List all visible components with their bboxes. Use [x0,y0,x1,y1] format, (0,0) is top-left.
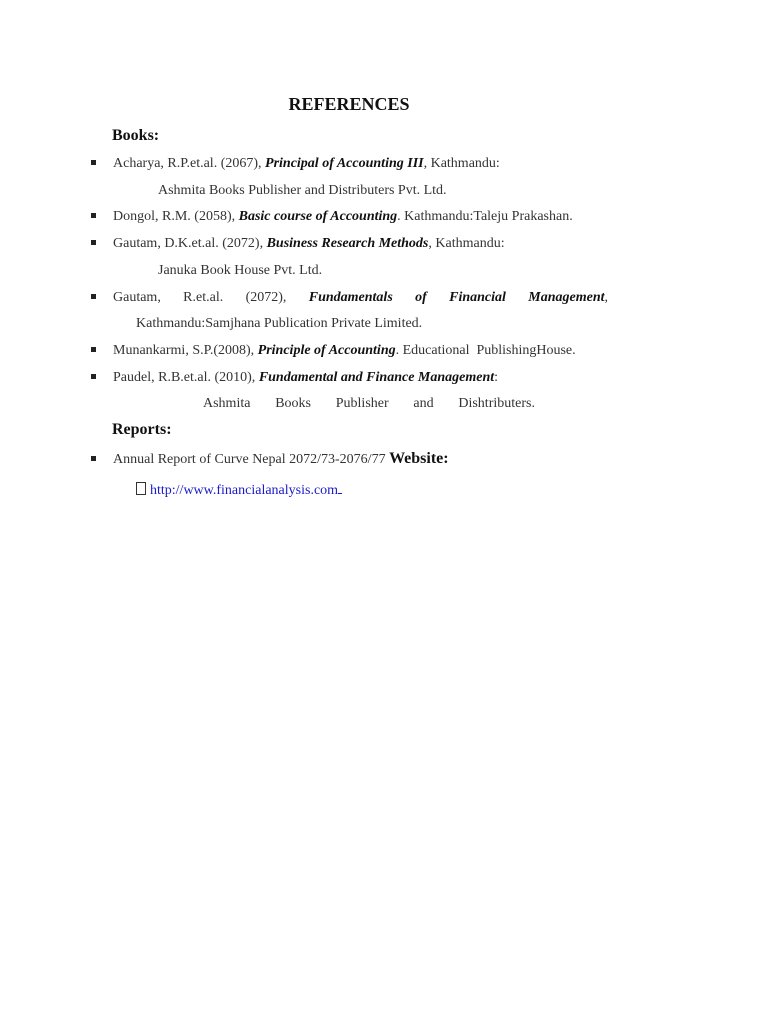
bullet-icon [91,240,96,245]
book-1-line-1 [113,155,500,172]
report-line [113,450,449,468]
book-1-publisher: Ashmita Books Publisher and Distributers Pvt. Ltd. [158,183,447,198]
book-4-title-word: of [415,290,427,305]
book-6-publisher-word: Books [275,396,311,411]
book-4-author-etal: R.et.al. [183,290,224,305]
reports-heading: Reports: [112,421,172,438]
books-heading: Books: [112,127,160,144]
book-6-publisher-word: Ashmita [203,396,251,411]
book-6-publisher-word: Publisher [335,396,389,411]
book-4-line-1 [113,289,608,306]
book-6-publisher [203,395,535,412]
report-text: Annual Report of Curve Nepal 2072/73-2076/77 [113,452,390,467]
book-4-year: (2072), [245,290,287,305]
bullet-icon [91,374,96,379]
book-4-comma: , [604,290,608,305]
book-1-author: Acharya, R.P.et.al. (2067), [113,156,266,171]
book-5-line-1 [113,342,576,359]
bullet-icon [91,160,96,165]
book-5-publisher: . Educational PublishingHouse. [395,343,576,358]
book-3-author: Gautam, D.K.et.al. (2072), [113,236,267,251]
book-4-title-word: Fundamentals [308,290,393,305]
link-underline [338,481,342,494]
book-6-title: Fundamental and Finance Management [258,370,495,385]
book-4-title-word: Financial [449,290,506,305]
book-4-title-word: Management [528,290,605,305]
website-label: Website: [389,450,449,467]
book-4-publisher: Kathmandu:Samjhana Publication Private Limited. [136,316,423,331]
book-2-title: Basic course of Accounting [238,209,398,224]
book-6-publisher-word: and [413,396,434,411]
bullet-icon [91,456,96,461]
book-6-line-1 [113,369,498,386]
book-5-author: Munankarmi, S.P.(2008), [113,343,258,358]
website-link[interactable]: http://www.financialanalysis.com [150,483,339,498]
book-2-author: Dongol, R.M. (2058), [113,209,239,224]
book-4-author: Gautam, [113,290,161,305]
book-3-line-1 [113,235,505,252]
missing-glyph-icon [136,482,146,495]
bullet-icon [91,213,96,218]
page-title: REFERENCES [288,94,410,114]
book-2-place: . Kathmandu:Taleju Prakashan. [397,209,573,224]
book-1-place: , Kathmandu: [423,156,500,171]
bullet-icon [91,294,96,299]
book-3-place: , Kathmandu: [428,236,505,251]
book-6-colon: : [494,370,499,385]
book-5-title: Principle of Accounting [257,343,396,358]
bullet-icon [91,347,96,352]
book-3-title: Business Research Methods [266,236,429,251]
book-3-publisher: Januka Book House Pvt. Ltd. [158,263,323,278]
book-6-publisher-word: Dishtributers. [458,396,535,411]
book-6-author: Paudel, R.B.et.al. (2010), [113,370,259,385]
website-line [136,481,342,499]
book-2-line-1 [113,208,573,225]
book-1-title: Principal of Accounting III [265,156,424,171]
